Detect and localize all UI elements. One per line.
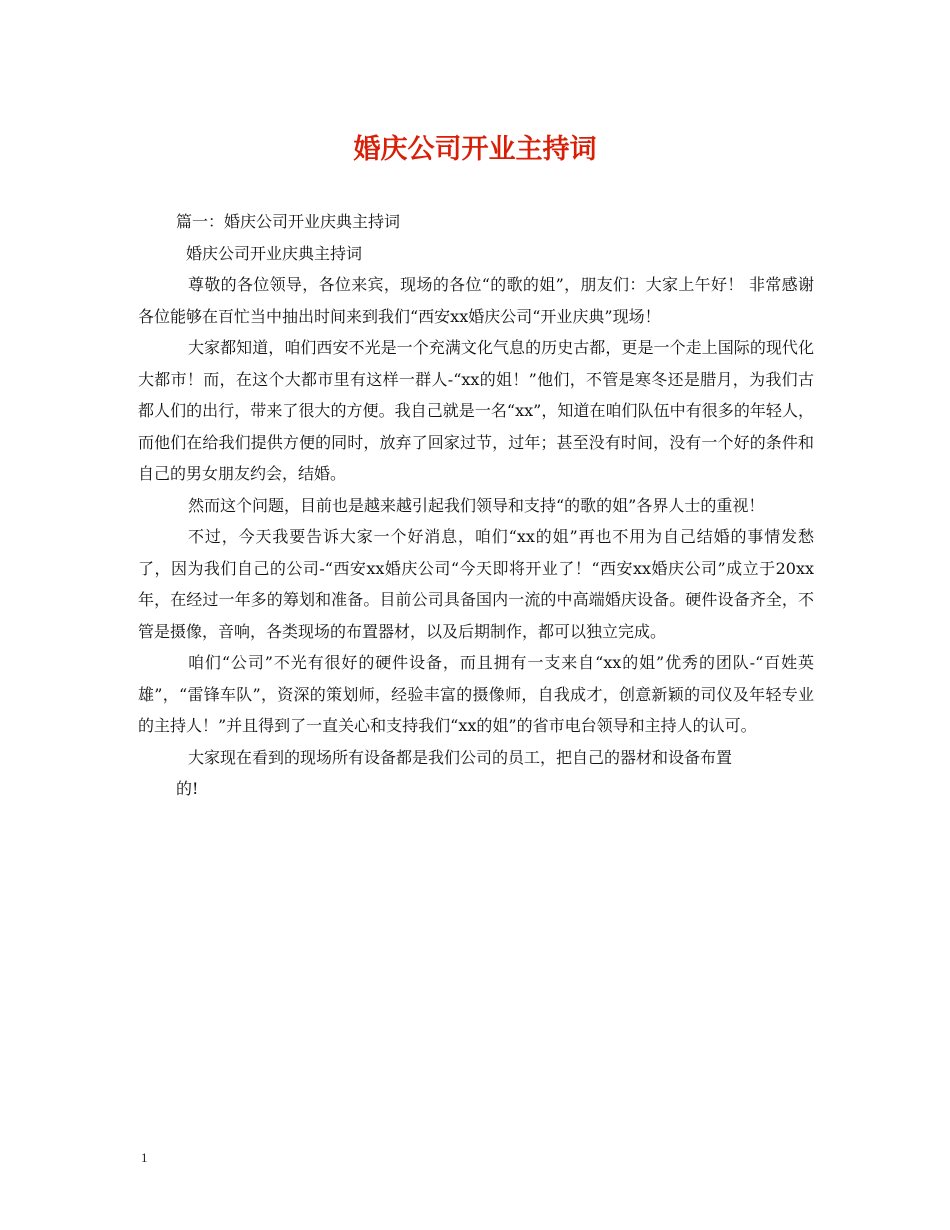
section-heading: 篇一：婚庆公司开业庆典主持词 [176, 212, 401, 231]
page-number: 1 [141, 1150, 148, 1165]
paragraph: 尊敬的各位领导，各位来宾，现场的各位“的歌的姐”，朋友们：大家上午好！ 非常感谢各位能够在百忙当中抽出时间来到我们“西安xx婚庆公司“开业庆典”现场！ [138, 275, 814, 326]
document-title: 婚庆公司开业主持词 [353, 134, 597, 165]
document-body [138, 206, 814, 805]
paragraph: 不过，今天我要告诉大家一个好消息，咱们“xx的姐”再也不用为自己结婚的事情发愁了，因为我们自己的公司-“西安xx婚庆公司“今天即将开业了！“西安xx婚庆公司”成立于20xx年，在经过一年多的筹划和准备。目前公司具备国内一流的中高端婚庆设备。硬件设备齐全，不管是摄像，音响，各类现场的布置器材，以及后期制作，都可以独立完成。 [138, 527, 814, 641]
paragraph: 大家现在看到的现场所有设备都是我们公司的员工，把自己的器材和设备布置 [188, 747, 733, 767]
paragraph: 然而这个问题，目前也是越来越引起我们领导和支持“的歌的姐”各界人士的重视！ [188, 495, 765, 515]
paragraph: 咱们“公司”不光有很好的硬件设备，而且拥有一支来自“xx的姐”优秀的团队-“百姓英雄”，“雷锋车队”，资深的策划师，经验丰富的摄像师，自我成才，创意新颖的司仪及年轻专业的主持人！”并且得到了一直关心和支持我们“xx的姐”的省市电台领导和主持人的认可。 [138, 653, 814, 735]
paragraph: 大家都知道，咱们西安不光是一个充满文化气息的历史古都，更是一个走上国际的现代化大都市！而，在这个大都市里有这样一群人-“xx的姐！”他们，不管是寒冬还是腊月，为我们古都人们的出行，带来了很大的方便。我自己就是一名“xx”，知道在咱们队伍中有很多的年轻人，而他们在给我们提供方便的同时，放弃了回家过节，过年；甚至没有时间，没有一个好的条件和自己的男女朋友约会，结婚。 [138, 338, 814, 483]
section-subheading: 婚庆公司开业庆典主持词 [186, 243, 363, 263]
trailing-line: 的! [176, 779, 199, 798]
